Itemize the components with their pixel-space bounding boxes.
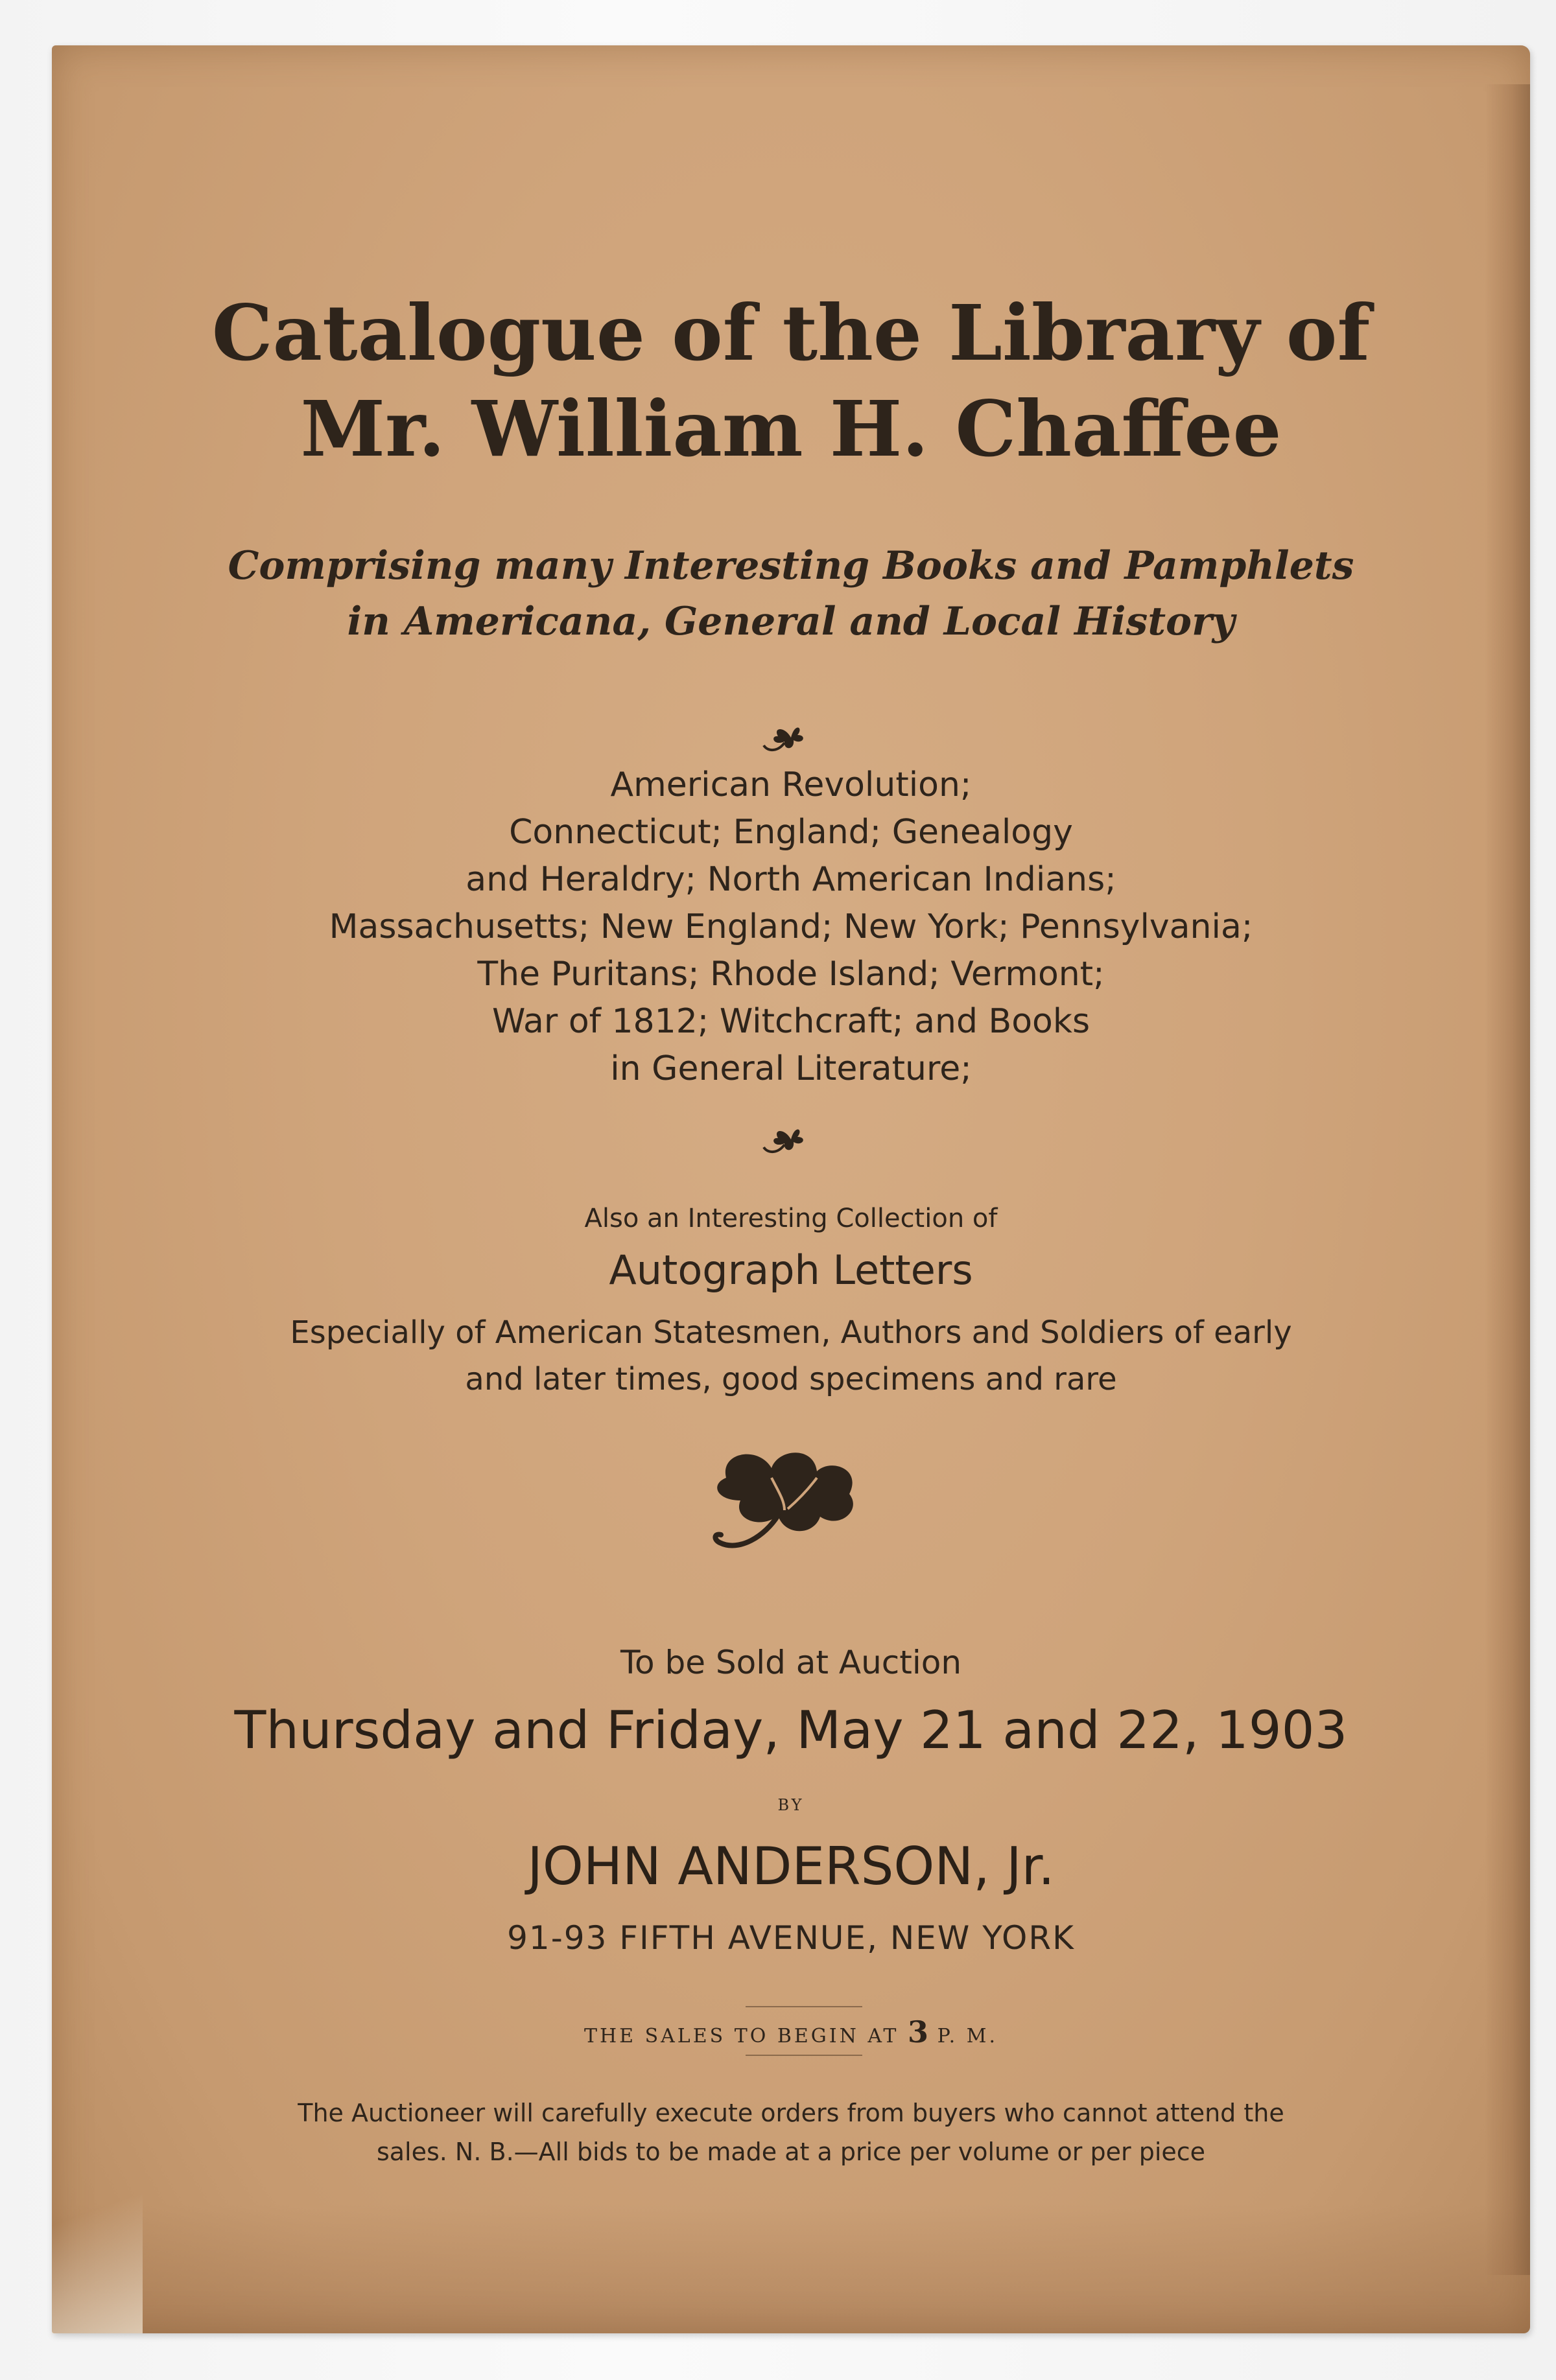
autograph-intro: Also an Interesting Collection of [584,1204,998,1233]
topic-line: Massachusetts; New England; New York; Pennsylvania; [329,907,1253,946]
autograph-heading: Autograph Letters [609,1246,973,1294]
sales-begin-prefix: THE SALES TO BEGIN AT [584,2025,899,2048]
sales-begin-time [52,2016,1530,2053]
topic-line: and Heraldry; North American Indians; [466,860,1116,899]
divider-rule [746,2006,862,2007]
clover-flourish-icon [759,713,823,758]
notice-line-2: sales. N. B.—All bids to be made at a price per volume or per piece [376,2138,1206,2166]
sale-dates: Thursday and Friday, May 21 and 22, 1903 [234,1700,1348,1760]
subtitle-line-2: in Americana, General and Local History [347,599,1235,644]
autograph-description-line-2: and later times, good specimens and rare [465,1361,1117,1397]
auctioneer-address: 91-93 FIFTH AVENUE, NEW YORK [507,1919,1075,1957]
sales-begin-hour: 3 [908,2014,929,2049]
notice-line-1: The Auctioneer will carefully execute orders from buyers who cannot attend the [298,2099,1284,2127]
auctioneer-notice [52,2094,1530,2171]
topic-line: War of 1812; Witchcraft; and Books [491,1002,1090,1041]
divider-rule [746,2055,862,2056]
by-label: BY [777,1796,805,1814]
leaf-ornament-icon [700,1439,869,1562]
auctioneer-name: JOHN ANDERSON, Jr. [527,1836,1055,1896]
clover-flourish-icon [759,1115,823,1160]
autograph-description [52,1309,1530,1403]
catalogue-title [52,285,1530,477]
autograph-description-line-1: Especially of American Statesmen, Authors and Soldiers of early [290,1314,1292,1351]
sales-begin-suffix: P. M. [937,2025,998,2048]
title-line-2: Mr. William H. Chaffee [300,384,1282,474]
sale-intro: To be Sold at Auction [620,1644,962,1681]
catalogue-subtitle [52,538,1530,649]
topic-line: in General Literature; [610,1049,972,1088]
topic-line: The Puritans; Rhode Island; Vermont; [477,955,1105,994]
cover-content [52,45,1530,2333]
subtitle-line-1: Comprising many Interesting Books and Pamphlets [228,543,1354,589]
topic-line: American Revolution; [610,765,972,804]
topic-line: Connecticut; England; Genealogy [509,813,1073,852]
title-line-1: Catalogue of the Library of [211,288,1371,378]
topics-list [52,762,1530,1093]
